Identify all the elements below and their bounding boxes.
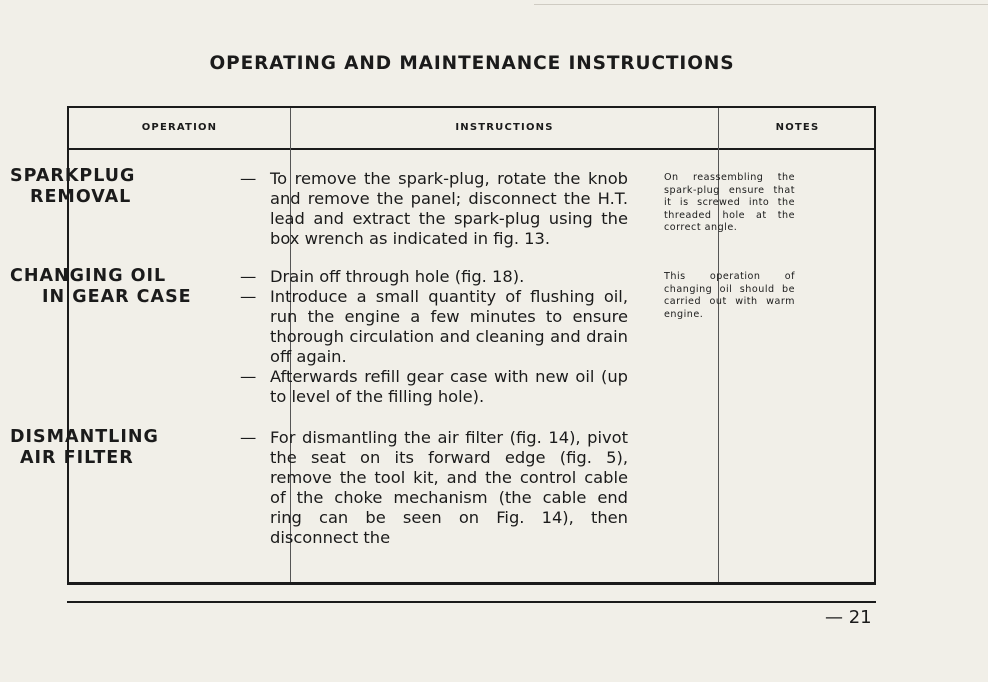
page-edge-line — [534, 4, 988, 5]
page-title: OPERATING AND MAINTENANCE INSTRUCTIONS — [209, 53, 735, 74]
operation-line: CHANGING OIL — [10, 266, 167, 286]
step-text: Drain off through hole (fig. 18). — [270, 267, 525, 286]
operation-changing-oil — [10, 266, 215, 308]
instruction-step — [240, 287, 628, 367]
operation-line: SPARKPLUG — [10, 166, 136, 186]
header-operation: OPERATION — [141, 122, 218, 133]
instruction-step — [240, 428, 628, 548]
dash-marker: — — [240, 267, 257, 286]
operation-line: DISMANTLING — [10, 427, 159, 447]
note-changing-oil: This operation of changing oil should be carried out with warm engine. — [664, 271, 795, 320]
footer-rule — [67, 601, 876, 603]
header-instructions: INSTRUCTIONS — [455, 122, 554, 133]
step-text: Introduce a small quantity of flushing oil, run the engine a few minutes to ensure thorough circulation and cleaning and drain off again. — [270, 287, 628, 366]
header-notes: NOTES — [775, 122, 820, 133]
operation-line: REMOVAL — [30, 187, 132, 207]
operation-dismantling-air-filter — [10, 427, 215, 469]
instruction-step — [240, 267, 628, 287]
note-sparkplug: On reassembling the spark-plug ensure that it is screwed into the threaded hole at the correct angle. — [664, 172, 795, 234]
operation-line: AIR FILTER — [20, 448, 134, 468]
step-text: Afterwards refill gear case with new oil (up to level of the filling hole). — [270, 367, 628, 406]
instruction-step — [240, 169, 628, 249]
step-text: For dismantling the air filter (fig. 14), pivot the seat on its forward edge (fig. 5), remove the tool kit, and the control cable of the choke mechanism (the cable end ring can be seen on Fig. 14), then disconnect the — [270, 428, 628, 547]
instructions-air-filter — [240, 428, 628, 548]
instructions-sparkplug — [240, 169, 628, 249]
operation-line: IN GEAR CASE — [42, 287, 192, 307]
instructions-changing-oil — [240, 267, 628, 407]
dash-marker: — — [240, 367, 257, 386]
instruction-step — [240, 367, 628, 407]
dash-marker: — — [240, 287, 257, 306]
dash-marker: — — [240, 428, 257, 447]
page-number: — 21 — [825, 607, 872, 628]
operation-sparkplug-removal — [10, 166, 215, 208]
step-text: To remove the spark-plug, rotate the knob and remove the panel; disconnect the H.T. lead and extract the spark-plug using the box wrench as indicated in fig. 13. — [270, 169, 628, 248]
header-divider — [69, 148, 874, 150]
dash-marker: — — [240, 169, 257, 188]
